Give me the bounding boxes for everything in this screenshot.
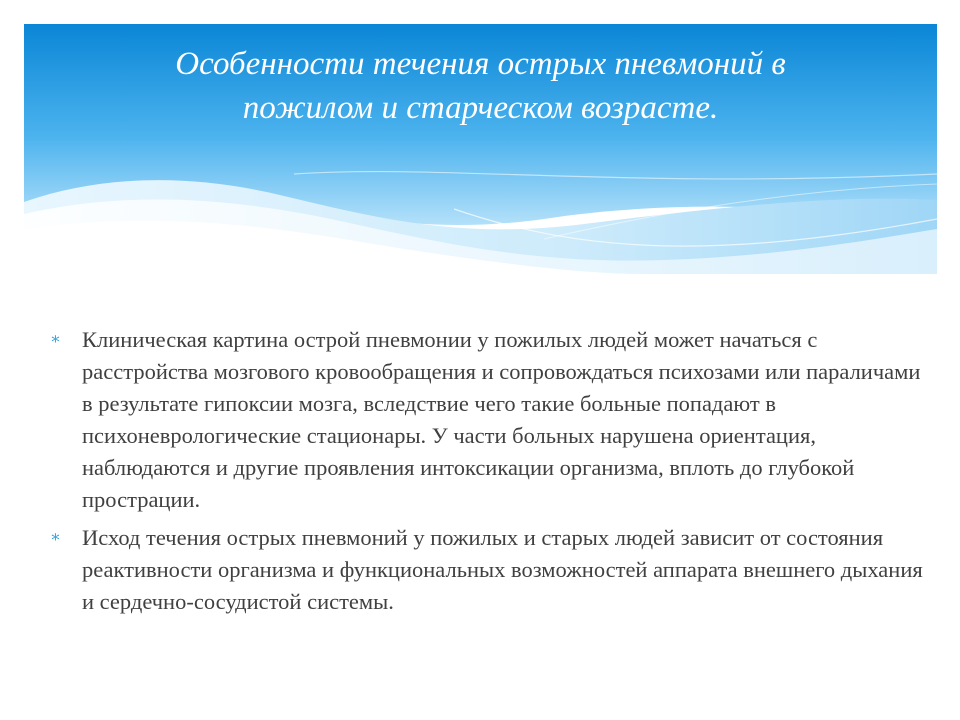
bullet-item-1 — [48, 324, 928, 516]
bullet-text-2: Исход течения острых пневмоний у пожилых и старых людей зависит от состояния реактивности организма и функциональных возможностей аппарата внешнего дыхания и сердечно-сосудистой системы. — [82, 525, 923, 614]
bullet-item-2 — [48, 522, 928, 618]
asterisk-bullet-icon: ∗ — [50, 529, 61, 546]
asterisk-bullet-icon: ∗ — [50, 331, 61, 348]
bullet-text-1: Клиническая картина острой пневмонии у пожилых людей может начаться с расстройства мозгового кровообращения и сопровождаться психозами или параличами в результате гипоксии мозга, вследствие чего такие больные попадают в психоневрологические стационары. У части больных нарушена ориентация, наблюдаются и другие проявления интоксикации организма, вплоть до глубокой прострации. — [82, 327, 921, 512]
slide-title-line-1: Особенности течения острых пневмоний в — [175, 46, 786, 82]
bullet-list — [48, 324, 928, 624]
slide-title — [24, 42, 937, 130]
slide-title-line-2: пожилом и старческом возрасте. — [242, 90, 719, 126]
